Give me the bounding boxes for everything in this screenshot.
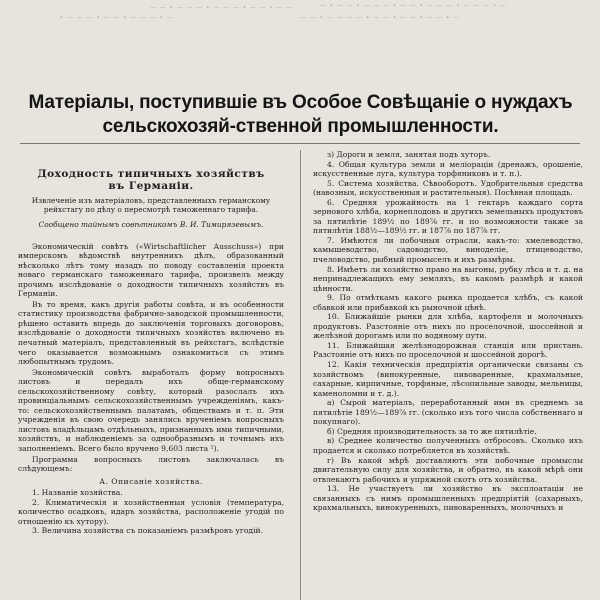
paragraph: Экономическій совѣтъ («Wirtschaftlicher Ausschuss») при имперскомъ вѣдомствѣ внутреннихъ дѣлъ, образованный нѣсколько лѣтъ тому назадъ по поводу составленія проекта новаго германскаго таможеннаго тарифа, произвелъ между прочимъ изслѣдованіе о доходности типичныхъ хозяйствъ въ Германіи. — [18, 241, 284, 299]
list-item: а) Сырой матеріалъ, переработанный ими въ среднемъ за пятилѣтіе 189⅟₂—189⅞ гг. (сколько изъ того числа собственнаго и покупнаго). — [313, 398, 583, 427]
list-item: г) Въ какой мѣрѣ доставляютъ эти побочные промыслы двигательную силу для хозяйства, и обратно, въ какой мѣрѣ они отвлекаютъ рабочихъ и упряжной скотъ отъ хозяйства. — [313, 455, 583, 484]
paragraph: Въ то время, какъ другія работы совѣта, и въ особенности статистику производства фабрично-заводской промышленности, рѣшено оставить впредь до заключенія торговыхъ договоровъ, изслѣдованіе о доходности типичныхъ хозяйствъ включено въ печатный матеріалъ, представленный въ рейхстагъ, вслѣдствіе чего оказывается возможнымъ ознакомиться съ этимъ любопытнымъ трудомъ. — [18, 299, 284, 367]
paragraph: Программа вопросныхъ листовъ заключалась въ слѣдующемъ: — [18, 454, 284, 474]
article-title-line-2: въ Германіи. — [108, 180, 194, 192]
article-title-line-1: Доходность типичныхъ хозяйствъ — [37, 168, 265, 180]
list-item: 10. Ближайшіе рынки для хлѣба, картофеля и молочныхъ продуктовъ. Разстояніе отъ нихъ по проселочной, шоссейной и желѣзной дорогамъ или по водяному пути. — [313, 312, 583, 341]
title-rule — [20, 143, 580, 144]
article-author: Сообщено тайнымъ совѣтникомъ В. И. Тимирязевымъ. — [38, 220, 264, 229]
paragraph: Экономическій совѣтъ выработалъ форму вопросныхъ листовъ и передалъ ихъ обще-германскому сельскохозяйственному совѣту, который разослалъ ихъ провинціальнымъ сельскохозяйственнымъ учрежденіямъ, какъ-то: сельскохозяйственнымъ палатамъ, обществамъ и т. п. Эти учрежденія въ свою очередь занялись врученіемъ вопросныхъ листовъ владѣльцамъ отдѣльныхъ, признанныхъ ими типичными, хозяйствъ, и наблюденіемъ за однообразнымъ и точнымъ ихъ заполненіемъ. Всего было вручено 9,603 листа ¹). — [18, 367, 284, 454]
list-item: 3. Величина хозяйства съ показаніемъ размѣровъ угодій. — [32, 526, 263, 536]
list-item: 6. Средняя урожайность на 1 гектаръ каждаго сорта зернового хлѣба, корнеплодовъ и другихъ земельныхъ продуктовъ за пятилѣтіе 189⅟₂ по 189⅞ гг. и по возможности также за пятилѣтія 188⅟₂—189⅟₂ гг. и 187⅞ по 187⅞ гг. — [313, 197, 583, 236]
list-item: 2. Климатическія и хозяйственныя условія (температура, количество осадковъ, идаръ хозяйства, расположеніе угодій по отношенію къ хутору). — [18, 497, 284, 526]
list-item: 11. Ближайшая желѣзнодорожная станція или пристань. Разстояніе отъ нихъ по проселочной и шоссейной дорогѣ. — [313, 340, 583, 360]
list-item: 1. Названіе хозяйства. — [32, 488, 123, 498]
article-subtitle: Извлеченіе изъ матеріаловъ, представленныхъ германскому рейхстагу по дѣлу о пересмотрѣ таможеннаго тарифа. — [31, 196, 271, 214]
right-column — [313, 150, 583, 600]
list-item: 7. Имѣются ли побочныя отрасли, какъ-то: хмелеводство, камышеводство, садоводство, виноделіе, птицеводство, пчеловодство, рыбный промыселъ и ихъ размѣры. — [313, 235, 583, 265]
reverse-side-bleed-through: — — ∙ — — — ∙ — — — ∙ — — ∙ — — — ∙ — — ∙ — — — ∙ — — ∙ — — — ∙ — — — ∙ — ∙ — — — ∙ — — ∙ — — — ∙ — — — ∙ — — — — ∙ — — ∙ — — ∙ — — ∙ — — [60, 2, 507, 21]
list-item: б) Средняя производительность за то же пятилѣтіе. — [327, 426, 537, 436]
column-divider — [300, 150, 301, 600]
list-item: 13. Не участвуетъ ли хозяйство въ эксплоатаціи не связанныхъ съ нимъ промышленныхъ предпріятій (сахарныхъ, крахмальныхъ, винокуренныхъ, пивоваренныхъ, молочныхъ и — [313, 484, 583, 513]
list-item: 12. Какія техническія предпріятія органически связаны съ хозяйствомъ (винокуренные, пивоваренные, крахмальные, сахарные, кирпичные, торфяные, лѣсопильные заводы, мельницы, каменоломни и т. д.). — [313, 360, 583, 398]
list-item: з) Дороги и земля, занятая подъ хуторъ. — [327, 150, 491, 159]
left-column — [18, 150, 284, 600]
section-heading: А. Описаніе хозяйства. — [99, 476, 203, 486]
list-item: 9. По отмѣткамъ какого рынка продается хлѣбъ, съ какой сбавкой или прибавкой къ рыночной цѣнѣ. — [313, 293, 583, 312]
page-title: Матеріалы, поступившіе въ Особое Совѣщаніе о нуждахъ сельскохозяй-ственной промышленности. — [28, 91, 573, 137]
article-title — [18, 168, 284, 192]
list-item: 8. Имѣетъ ли хозяйство право на выгоны, рубку лѣса и т. д. на непринадлежащихъ ему земляхъ, въ какомъ размѣрѣ и какой цѣнности. — [313, 264, 583, 293]
list-item: 4. Общая культура земли и меліораціи (дренажъ, орошеніе, искусственные луга, культура торфяниковъ и т. п.). — [313, 159, 583, 179]
list-item: в) Среднее количество полученныхъ отбросовъ. Сколько ихъ продается и сколько потребляется въ хозяйствѣ. — [313, 436, 583, 455]
list-item: 5. Система хозяйства. Сѣвооборотъ. Удобрительныя средства (навозныя, искусственныя и растительныя). Посѣвная площадь. — [313, 178, 583, 198]
